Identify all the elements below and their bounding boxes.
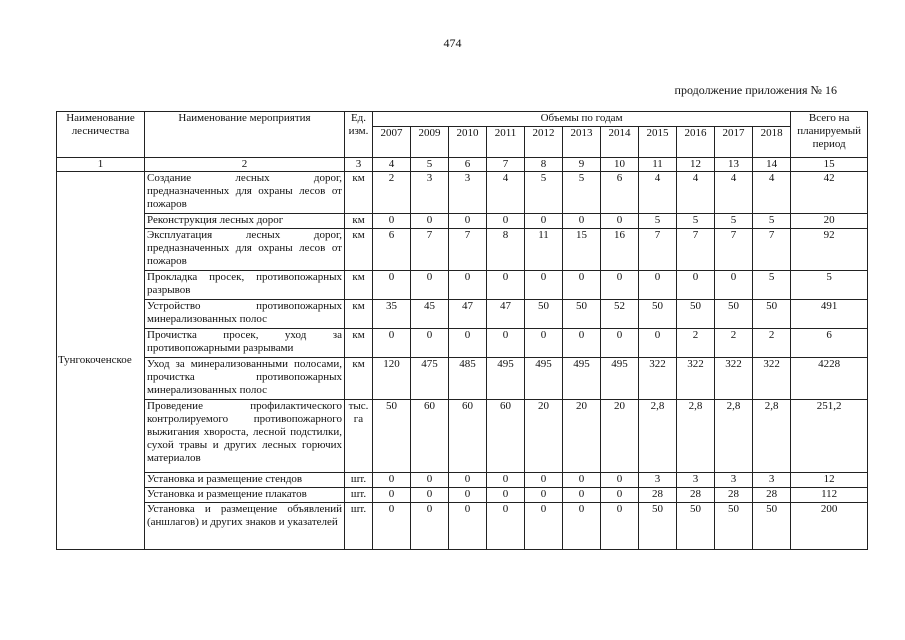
total-value: 200 bbox=[791, 503, 868, 550]
year-value: 322 bbox=[753, 358, 791, 400]
year-value: 7 bbox=[449, 229, 487, 271]
year-value: 47 bbox=[449, 300, 487, 329]
year-value: 322 bbox=[715, 358, 753, 400]
year-value: 322 bbox=[639, 358, 677, 400]
header-activity: Наименование мероприятия bbox=[145, 112, 345, 158]
activity-name: Установка и размещение плакатов bbox=[145, 488, 345, 503]
year-value: 0 bbox=[563, 329, 601, 358]
year-value: 0 bbox=[525, 488, 563, 503]
activity-name: Уход за минерализованными полосами, прочистка противопожарных минерализованных полос bbox=[145, 358, 345, 400]
activity-name: Проведение профилактического контролируемого противопожарного выжигания хвороста, лесной подстилки, сухой травы и других лесных горючих материалов bbox=[145, 400, 345, 473]
total-value: 5 bbox=[791, 271, 868, 300]
table-row bbox=[57, 473, 868, 488]
year-value: 0 bbox=[601, 488, 639, 503]
column-number: 10 bbox=[601, 158, 639, 172]
year-value: 0 bbox=[487, 214, 525, 229]
year-value: 0 bbox=[487, 473, 525, 488]
year-value: 0 bbox=[487, 271, 525, 300]
year-value: 60 bbox=[411, 400, 449, 473]
header-year: 2016 bbox=[677, 127, 715, 158]
activity-name: Прочистка просек, уход за противопожарными разрывами bbox=[145, 329, 345, 358]
year-value: 52 bbox=[601, 300, 639, 329]
activity-name: Прокладка просек, противопожарных разрывов bbox=[145, 271, 345, 300]
year-value: 0 bbox=[563, 473, 601, 488]
year-value: 0 bbox=[563, 271, 601, 300]
total-value: 491 bbox=[791, 300, 868, 329]
unit-cell: км bbox=[345, 300, 373, 329]
unit-cell: тыс. га bbox=[345, 400, 373, 473]
total-value: 42 bbox=[791, 172, 868, 214]
year-value: 15 bbox=[563, 229, 601, 271]
year-value: 0 bbox=[677, 271, 715, 300]
year-value: 0 bbox=[601, 473, 639, 488]
total-value: 251,2 bbox=[791, 400, 868, 473]
year-value: 60 bbox=[487, 400, 525, 473]
column-number: 11 bbox=[639, 158, 677, 172]
activity-name: Реконструкция лесных дорог bbox=[145, 214, 345, 229]
unit-cell: км bbox=[345, 329, 373, 358]
year-value: 120 bbox=[373, 358, 411, 400]
year-value: 0 bbox=[411, 329, 449, 358]
year-value: 20 bbox=[601, 400, 639, 473]
year-value: 495 bbox=[487, 358, 525, 400]
year-value: 5 bbox=[639, 214, 677, 229]
year-value: 0 bbox=[487, 488, 525, 503]
table-row bbox=[57, 229, 868, 271]
header-year: 2011 bbox=[487, 127, 525, 158]
column-number: 4 bbox=[373, 158, 411, 172]
year-value: 0 bbox=[373, 329, 411, 358]
year-value: 2,8 bbox=[753, 400, 791, 473]
total-value: 4228 bbox=[791, 358, 868, 400]
year-value: 2,8 bbox=[715, 400, 753, 473]
activity-name: Установка и размещение объявлений (аншлагов) и других знаков и указателей bbox=[145, 503, 345, 550]
header-forestry: Наименование лесничества bbox=[57, 112, 145, 158]
year-value: 0 bbox=[449, 271, 487, 300]
column-number: 2 bbox=[145, 158, 345, 172]
year-value: 5 bbox=[753, 214, 791, 229]
column-number: 7 bbox=[487, 158, 525, 172]
unit-cell: км bbox=[345, 229, 373, 271]
page-number: 474 bbox=[443, 36, 462, 50]
column-number: 13 bbox=[715, 158, 753, 172]
activity-name: Устройство противопожарных минерализованных полос bbox=[145, 300, 345, 329]
continuation-note: продолжение приложения № 16 bbox=[674, 83, 837, 97]
table-row bbox=[57, 503, 868, 550]
year-value: 35 bbox=[373, 300, 411, 329]
year-value: 3 bbox=[753, 473, 791, 488]
year-value: 45 bbox=[411, 300, 449, 329]
year-value: 50 bbox=[677, 503, 715, 550]
year-value: 7 bbox=[753, 229, 791, 271]
year-value: 5 bbox=[753, 271, 791, 300]
unit-cell: шт. bbox=[345, 488, 373, 503]
year-value: 0 bbox=[525, 271, 563, 300]
unit-cell: шт. bbox=[345, 473, 373, 488]
year-value: 5 bbox=[677, 214, 715, 229]
year-value: 0 bbox=[373, 503, 411, 550]
year-value: 2 bbox=[753, 329, 791, 358]
year-value: 0 bbox=[487, 503, 525, 550]
year-value: 0 bbox=[449, 503, 487, 550]
year-value: 2 bbox=[715, 329, 753, 358]
header-year: 2007 bbox=[373, 127, 411, 158]
year-value: 0 bbox=[639, 271, 677, 300]
year-value: 0 bbox=[411, 214, 449, 229]
activity-name: Создание лесных дорог, предназначенных для охраны лесов от пожаров bbox=[145, 172, 345, 214]
header-year: 2010 bbox=[449, 127, 487, 158]
column-number: 9 bbox=[563, 158, 601, 172]
header-year: 2013 bbox=[563, 127, 601, 158]
year-value: 7 bbox=[715, 229, 753, 271]
activity-name: Эксплуатация лесных дорог, предназначенных для охраны лесов от пожаров bbox=[145, 229, 345, 271]
column-number: 15 bbox=[791, 158, 868, 172]
year-value: 4 bbox=[753, 172, 791, 214]
year-value: 2 bbox=[373, 172, 411, 214]
year-value: 28 bbox=[715, 488, 753, 503]
year-value: 50 bbox=[525, 300, 563, 329]
table-row bbox=[57, 172, 868, 214]
year-value: 6 bbox=[601, 172, 639, 214]
year-value: 0 bbox=[373, 473, 411, 488]
year-value: 5 bbox=[525, 172, 563, 214]
header-year: 2014 bbox=[601, 127, 639, 158]
column-number: 3 bbox=[345, 158, 373, 172]
year-value: 0 bbox=[563, 214, 601, 229]
year-value: 0 bbox=[449, 488, 487, 503]
year-value: 3 bbox=[449, 172, 487, 214]
year-value: 50 bbox=[753, 503, 791, 550]
year-value: 0 bbox=[373, 488, 411, 503]
year-value: 3 bbox=[677, 473, 715, 488]
year-value: 2,8 bbox=[677, 400, 715, 473]
year-value: 4 bbox=[715, 172, 753, 214]
year-value: 0 bbox=[601, 214, 639, 229]
year-value: 8 bbox=[487, 229, 525, 271]
year-value: 7 bbox=[411, 229, 449, 271]
year-value: 3 bbox=[715, 473, 753, 488]
year-value: 0 bbox=[411, 503, 449, 550]
column-number: 1 bbox=[57, 158, 145, 172]
table-row bbox=[57, 271, 868, 300]
header-year: 2012 bbox=[525, 127, 563, 158]
year-value: 322 bbox=[677, 358, 715, 400]
year-value: 2 bbox=[677, 329, 715, 358]
year-value: 0 bbox=[525, 214, 563, 229]
year-value: 4 bbox=[677, 172, 715, 214]
total-value: 6 bbox=[791, 329, 868, 358]
year-value: 7 bbox=[639, 229, 677, 271]
year-value: 495 bbox=[563, 358, 601, 400]
year-value: 0 bbox=[411, 271, 449, 300]
header-year: 2009 bbox=[411, 127, 449, 158]
year-value: 6 bbox=[373, 229, 411, 271]
year-value: 4 bbox=[487, 172, 525, 214]
year-value: 0 bbox=[715, 271, 753, 300]
year-value: 0 bbox=[411, 473, 449, 488]
year-value: 60 bbox=[449, 400, 487, 473]
unit-cell: км bbox=[345, 358, 373, 400]
header-volumes: Объемы по годам bbox=[373, 112, 791, 127]
year-value: 50 bbox=[677, 300, 715, 329]
table-row bbox=[57, 358, 868, 400]
unit-cell: км bbox=[345, 214, 373, 229]
table-row bbox=[57, 214, 868, 229]
column-number: 8 bbox=[525, 158, 563, 172]
year-value: 495 bbox=[525, 358, 563, 400]
year-value: 50 bbox=[715, 300, 753, 329]
year-value: 495 bbox=[601, 358, 639, 400]
year-value: 0 bbox=[639, 329, 677, 358]
forestry-name: Тунгокоченское bbox=[57, 172, 145, 550]
year-value: 28 bbox=[677, 488, 715, 503]
year-value: 0 bbox=[601, 503, 639, 550]
year-value: 47 bbox=[487, 300, 525, 329]
year-value: 28 bbox=[639, 488, 677, 503]
column-number: 6 bbox=[449, 158, 487, 172]
column-number: 12 bbox=[677, 158, 715, 172]
year-value: 16 bbox=[601, 229, 639, 271]
year-value: 0 bbox=[563, 503, 601, 550]
year-value: 0 bbox=[411, 488, 449, 503]
header-total: Всего на планируемый период bbox=[791, 112, 868, 158]
year-value: 0 bbox=[373, 271, 411, 300]
year-value: 0 bbox=[601, 329, 639, 358]
year-value: 50 bbox=[639, 300, 677, 329]
year-value: 50 bbox=[715, 503, 753, 550]
total-value: 20 bbox=[791, 214, 868, 229]
year-value: 0 bbox=[525, 503, 563, 550]
year-value: 3 bbox=[639, 473, 677, 488]
year-value: 50 bbox=[753, 300, 791, 329]
total-value: 12 bbox=[791, 473, 868, 488]
header-year: 2018 bbox=[753, 127, 791, 158]
total-value: 92 bbox=[791, 229, 868, 271]
year-value: 0 bbox=[525, 473, 563, 488]
year-value: 28 bbox=[753, 488, 791, 503]
column-number: 5 bbox=[411, 158, 449, 172]
year-value: 485 bbox=[449, 358, 487, 400]
year-value: 50 bbox=[639, 503, 677, 550]
activity-name: Установка и размещение стендов bbox=[145, 473, 345, 488]
header-unit: Ед. изм. bbox=[345, 112, 373, 158]
unit-cell: км bbox=[345, 271, 373, 300]
table-row bbox=[57, 488, 868, 503]
year-value: 50 bbox=[563, 300, 601, 329]
year-value: 0 bbox=[449, 329, 487, 358]
year-value: 11 bbox=[525, 229, 563, 271]
table-row bbox=[57, 329, 868, 358]
year-value: 0 bbox=[373, 214, 411, 229]
year-value: 4 bbox=[639, 172, 677, 214]
year-value: 0 bbox=[563, 488, 601, 503]
year-value: 20 bbox=[525, 400, 563, 473]
unit-cell: км bbox=[345, 172, 373, 214]
year-value: 50 bbox=[373, 400, 411, 473]
header-year: 2017 bbox=[715, 127, 753, 158]
year-value: 2,8 bbox=[639, 400, 677, 473]
table-row bbox=[57, 400, 868, 473]
activities-table bbox=[56, 111, 868, 550]
year-value: 3 bbox=[411, 172, 449, 214]
year-value: 475 bbox=[411, 358, 449, 400]
total-value: 112 bbox=[791, 488, 868, 503]
year-value: 5 bbox=[563, 172, 601, 214]
year-value: 0 bbox=[449, 473, 487, 488]
year-value: 0 bbox=[449, 214, 487, 229]
year-value: 7 bbox=[677, 229, 715, 271]
column-number: 14 bbox=[753, 158, 791, 172]
year-value: 0 bbox=[525, 329, 563, 358]
unit-cell: шт. bbox=[345, 503, 373, 550]
year-value: 0 bbox=[601, 271, 639, 300]
year-value: 5 bbox=[715, 214, 753, 229]
year-value: 20 bbox=[563, 400, 601, 473]
header-year: 2015 bbox=[639, 127, 677, 158]
year-value: 0 bbox=[487, 329, 525, 358]
table-row bbox=[57, 300, 868, 329]
